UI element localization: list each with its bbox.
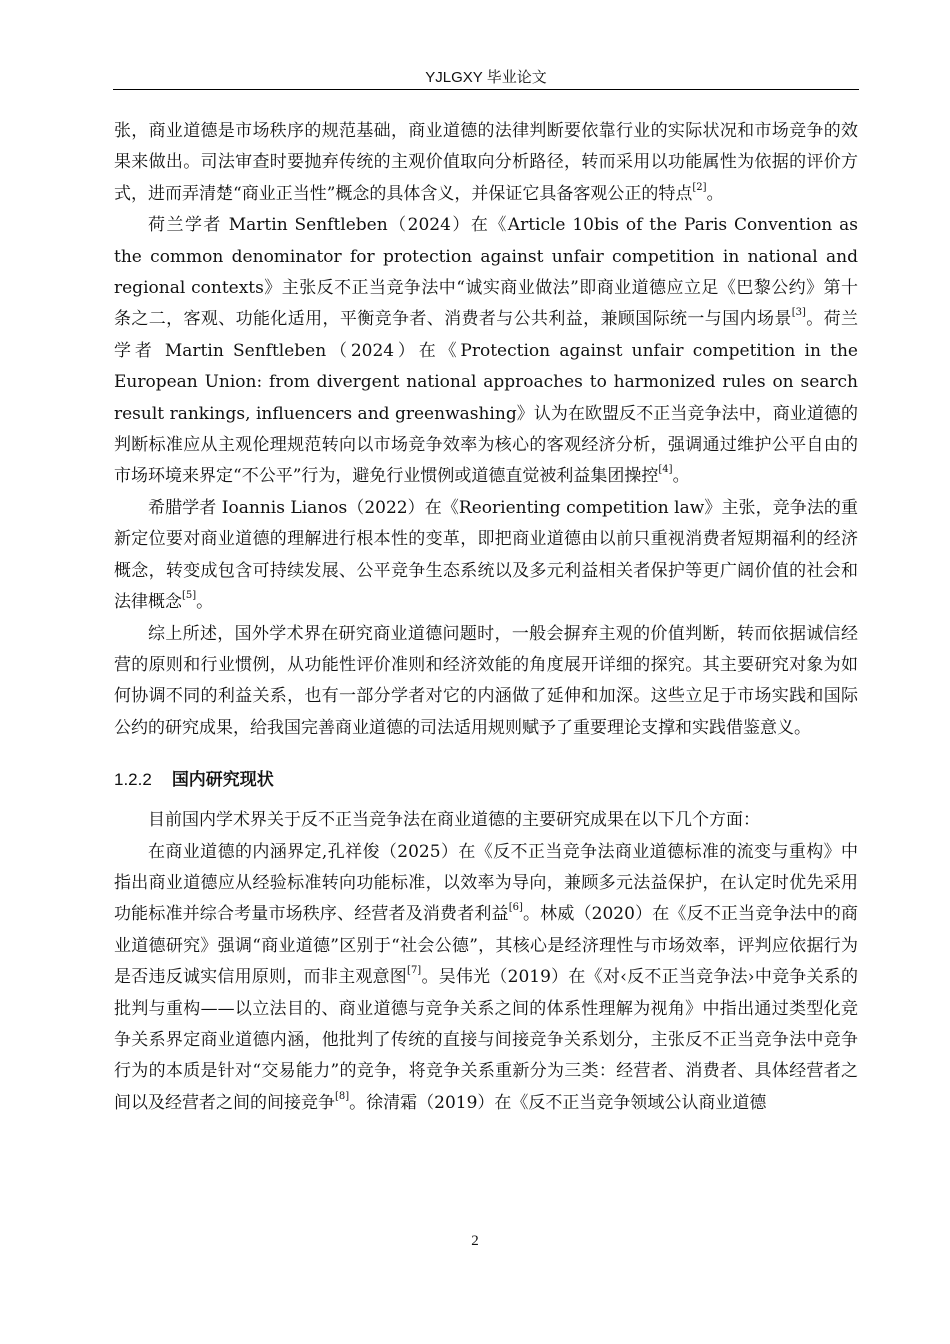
paragraph-text: 目前国内学术界关于反不正当竞争法在商业道德的主要研究成果在以下几个方面： xyxy=(148,810,760,831)
foreign-research-paragraphs xyxy=(114,116,858,744)
paragraph-text: 。 xyxy=(672,466,690,487)
citation-ref: [2] xyxy=(692,181,707,193)
citation-ref: [8] xyxy=(335,1090,350,1102)
paragraph-text: 。 xyxy=(196,592,214,613)
section-number: 1.2.2 xyxy=(114,770,152,790)
body-text xyxy=(114,116,858,1119)
citation-ref: [7] xyxy=(407,965,422,977)
paragraph-text: 希腊学者 Ioannis Lianos（2022）在《Reorienting competition law》主张，竞争法的重新定位要对商业道德的理解进行根本性的变革，即把商业道德由以前只重视消费者短期福利的经济概念，转变成包含可持续发展、公平竞争生态系统以及多元利益相关者保护等更广阔价值的社会和法律概念 xyxy=(114,497,858,613)
paragraph-text: 综上所述，国外学术界在研究商业道德问题时，一般会摒弃主观的价值判断，转而依据诚信经营的原则和行业惯例，从功能性评价准则和经济效能的角度展开详细的探究。其主要研究对象为如何协调不同的利益关系，也有一部分学者对它的内涵做了延伸和加深。这些立足于市场实践和国际公约的研究成果，给我国完善商业道德的司法适用规则赋予了重要理论支撑和实践借鉴意义。 xyxy=(114,623,858,738)
paragraph xyxy=(114,837,858,1120)
domestic-research-paragraphs xyxy=(114,805,858,1119)
citation-ref: [3] xyxy=(791,307,806,319)
citation-ref: [4] xyxy=(658,464,673,476)
section-heading xyxy=(114,764,858,795)
paragraph-text: 荷兰学者 Martin Senftleben（2024）在《Article 10bis of the Paris Convention as the common denominator for protection against unfair competition in national and regional contexts》主张反不正当竞争法中“诚实商业做法”即商业道德应立足《巴黎公约》第十条之二，客观、功能化适用，平衡竞争者、消费者与公共利益，兼顾国际统一与国内场景 xyxy=(114,215,858,330)
paragraph-text: 。荷兰学者 Martin Senftleben（2024）在《Protection against unfair competition in the European Union: from divergent national approaches to harmonized rules on search result rankings, influencers and greenwashing》认为在欧盟反不正当竞争法中，商业道德的判断标准应从主观伦理规范转向以市场竞争效率为核心的客观经济分析，强调通过维护公平自由的市场环境来界定“不公平”行为，避免行业惯例或道德直觉被利益集团操控 xyxy=(114,309,859,487)
paragraph xyxy=(114,210,858,493)
paragraph-text: 在商业道德的内涵界定,孔祥俊（2025）在《反不正当竞争法商业道德标准的流变与重构》中指出商业道德应从经验标准转向功能标准，以效率为导向，兼顾多元法益保护，在认定时优先采用功能标准并综合考量市场秩序、经营者及消费者利益 xyxy=(114,841,858,925)
header-rule xyxy=(113,89,859,90)
paragraph-text: 。林威（2020）在《反不正当竞争法中的商业道德研究》强调“商业道德”区别于“社会公德”，其核心是经济理性与市场效率，评判应依据行为是否违反诚实信用原则，而非主观意图 xyxy=(114,904,859,988)
paragraph-text: 。吴伟光（2019）在《对‹反不正当竞争法›中竞争关系的批判与重构——以立法目的、商业道德与竞争关系之间的体系性理解为视角》中指出通过类型化竞争关系界定商业道德内涵，他批判了传统的直接与间接竞争关系划分，主张反不正当竞争法中竞争行为的本质是针对“交易能力”的竞争，将竞争关系重新分为三类：经营者、消费者、具体经营者之间以及经营者之间的间接竞争 xyxy=(114,967,859,1113)
paragraph-text: 。 xyxy=(706,183,724,204)
citation-ref: [5] xyxy=(182,590,197,602)
paragraph xyxy=(114,493,858,619)
running-header: YJLGXY 毕业论文 xyxy=(425,69,547,86)
page-number: 2 xyxy=(471,1233,479,1249)
citation-ref: [6] xyxy=(508,902,523,914)
paragraph xyxy=(114,805,858,836)
paragraph-text: 张，商业道德是市场秩序的规范基础，商业道德的法律判断要依靠行业的实际状况和市场竞争的效果来做出。司法审查时要抛弃传统的主观价值取向分析路径，转而采用以功能属性为依据的评价方式，进而弄清楚“商业正当性”概念的具体含义，并保证它具备客观公正的特点 xyxy=(114,121,858,204)
paragraph xyxy=(114,619,858,745)
paragraph-text: 。徐清霜（2019）在《反不正当竞争领域公认商业道德 xyxy=(349,1092,767,1113)
paragraph xyxy=(114,116,858,210)
section-title: 国内研究现状 xyxy=(171,770,274,790)
